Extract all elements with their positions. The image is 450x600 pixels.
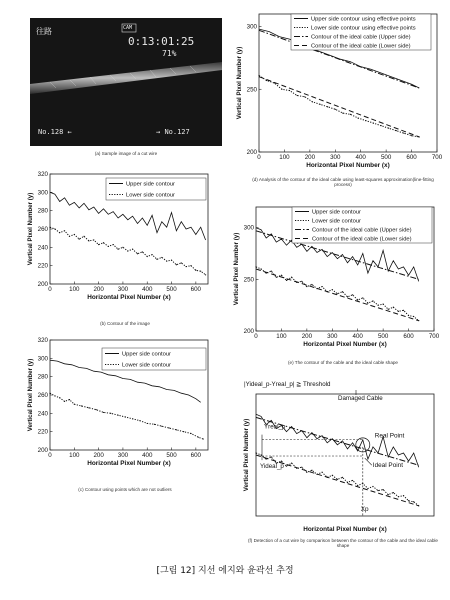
- series-point: [103, 242, 104, 243]
- chart-b: [14, 170, 214, 310]
- legend-label: Contour of the ideal cable (Upper side): [312, 227, 412, 234]
- x-axis-label: Horizontal Pixel Number (x): [87, 460, 171, 467]
- series-point: [64, 230, 65, 231]
- y-axis-label: Vertical Pixel Number (y): [27, 358, 34, 432]
- series-point: [362, 297, 363, 298]
- series-point: [380, 125, 381, 126]
- series-point: [195, 270, 196, 271]
- series-point: [69, 399, 70, 400]
- series-point: [332, 475, 333, 476]
- series-point: [327, 106, 328, 107]
- series-point: [281, 461, 282, 462]
- x-tick-label: 700: [428, 333, 440, 340]
- series-point: [373, 123, 374, 124]
- photo-label-tl: 往路: [36, 27, 52, 36]
- series-point: [342, 291, 343, 292]
- series-point: [49, 227, 50, 228]
- series-point: [286, 466, 287, 467]
- series-point: [74, 404, 75, 405]
- series-point: [181, 262, 182, 263]
- series-point: [388, 128, 389, 129]
- x-tick-label: 300: [327, 333, 338, 340]
- figure-title: [그림 12] 지선 에지와 윤곽선 추정: [156, 566, 294, 576]
- series-point: [347, 482, 348, 483]
- x-tick-label: 500: [166, 286, 177, 293]
- y-axis-label: Vertical Pixel Number (y): [233, 232, 240, 306]
- series-point: [352, 480, 353, 481]
- series-point: [413, 316, 414, 317]
- series-point: [289, 90, 290, 91]
- x-tick-label: 600: [190, 452, 202, 459]
- series-point: [398, 496, 399, 497]
- counter: 71%: [162, 49, 177, 58]
- series-point: [403, 133, 404, 134]
- y-tick-label: 300: [37, 355, 48, 363]
- x-tick-label: 0: [48, 452, 52, 459]
- series-point: [297, 95, 298, 96]
- y-tick-label: 260: [37, 392, 48, 399]
- series-point: [388, 494, 389, 495]
- series-point: [54, 228, 55, 229]
- series-point: [255, 452, 256, 453]
- series-point: [347, 296, 348, 297]
- x-tick-label: 0: [48, 286, 52, 293]
- series-point: [139, 420, 140, 421]
- series-point: [154, 424, 155, 425]
- y-ideal-label: Yideal_p: [260, 463, 284, 471]
- x-axis-label: Horizontal Pixel Number (x): [87, 294, 171, 301]
- x-tick-label: 300: [330, 154, 341, 161]
- series-point: [161, 257, 162, 258]
- x-tick-label: 200: [304, 154, 316, 161]
- series-point: [271, 456, 272, 457]
- series-point: [301, 281, 302, 282]
- series-point: [408, 500, 409, 501]
- series-point: [117, 415, 118, 416]
- series-point: [358, 118, 359, 119]
- series-point: [311, 284, 312, 285]
- y-tick-label: 320: [37, 337, 48, 344]
- series-point: [398, 311, 399, 312]
- x-tick-label: 600: [190, 286, 202, 293]
- series-point: [291, 463, 292, 464]
- series-point: [88, 407, 89, 408]
- y-tick-label: 200: [243, 328, 254, 335]
- series-point: [258, 75, 259, 76]
- plot-frame: [256, 394, 434, 516]
- left-marker: No.128 ←: [38, 128, 72, 136]
- series-point: [367, 488, 368, 489]
- x-tick-label: 600: [403, 333, 414, 340]
- caption-a: (a) Sample image of a cut wire: [94, 151, 158, 156]
- damaged-cable-label: Damaged Cable: [338, 395, 383, 402]
- series-point: [93, 239, 94, 240]
- caption-f: (f) Detection of a cut wire by comparison between the contour of the cable and the ideal cable shape: [248, 538, 438, 549]
- y-tick-label: 240: [37, 410, 48, 418]
- x-tick-label: 400: [355, 154, 366, 161]
- series-point: [205, 274, 206, 275]
- series-point: [200, 271, 201, 272]
- series-point: [304, 96, 305, 97]
- x-axis-label: Horizontal Pixel Number (x): [303, 341, 387, 348]
- series-point: [169, 427, 170, 428]
- series-point: [147, 256, 148, 257]
- y-tick-label: 320: [37, 171, 48, 178]
- y-tick-label: 280: [37, 207, 48, 215]
- legend-label: Upper side contour: [122, 351, 171, 358]
- series-point: [54, 395, 55, 396]
- x-tick-label: 100: [69, 286, 80, 293]
- y-tick-label: 200: [37, 281, 48, 288]
- series-point: [176, 429, 177, 430]
- series-point: [69, 236, 70, 237]
- series-point: [342, 477, 343, 478]
- series-point: [311, 470, 312, 471]
- x-tick-label: 100: [69, 452, 80, 459]
- series-point: [260, 268, 261, 269]
- chart-e: [228, 203, 442, 353]
- series-point: [312, 101, 313, 102]
- x-tick-label: 500: [380, 154, 392, 161]
- x-axis-label: Horizontal Pixel Number (x): [303, 526, 387, 533]
- x-tick-label: 400: [142, 452, 153, 459]
- series-point: [276, 277, 277, 278]
- cam-badge: CAM: [123, 25, 133, 31]
- caption-c: (c) Contour using points which are not outliers: [78, 487, 172, 492]
- legend-label: Contour of the ideal cable (Lower side): [311, 43, 411, 50]
- series-point: [190, 265, 191, 266]
- x-tick-label: 500: [166, 452, 177, 459]
- threshold-annotation: |Yideal_p-Yreal_p| ≧ Threshold: [244, 381, 331, 388]
- x-tick-label: 700: [431, 154, 443, 161]
- y-tick-label: 300: [243, 224, 254, 232]
- series-point: [332, 289, 333, 290]
- series-point: [322, 286, 323, 287]
- series-point: [117, 249, 118, 250]
- series-point: [260, 454, 261, 455]
- x-tick-label: 200: [93, 452, 104, 459]
- series-point: [281, 275, 282, 276]
- x-tick-label: 500: [377, 333, 389, 340]
- y-tick-label: 300: [246, 23, 257, 31]
- y-tick-label: 200: [246, 149, 257, 156]
- legend-label: Upper side contour using effective points: [311, 16, 416, 23]
- series-point: [306, 472, 307, 473]
- series-point: [96, 409, 97, 410]
- series-point: [377, 305, 378, 306]
- series-point: [103, 412, 104, 413]
- series-point: [335, 109, 336, 110]
- series-point: [88, 240, 89, 241]
- series-point: [203, 438, 204, 439]
- series-point: [98, 244, 99, 245]
- y-tick-label: 280: [37, 373, 48, 381]
- y-tick-label: 200: [37, 447, 48, 454]
- series-point: [171, 260, 172, 261]
- xp-label: Xp: [360, 506, 369, 513]
- caption-b: (b) Contour of the image: [100, 321, 150, 326]
- series-point: [127, 250, 128, 251]
- series-point: [161, 426, 162, 427]
- series-point: [350, 114, 351, 115]
- x-axis-label: Horizontal Pixel Number (x): [306, 162, 390, 169]
- x-tick-label: 300: [117, 452, 129, 459]
- series-point: [113, 244, 114, 245]
- x-tick-label: 100: [279, 154, 290, 161]
- series-point: [322, 472, 323, 473]
- right-marker: → No.127: [156, 128, 190, 136]
- series-point: [108, 246, 109, 247]
- ideal-point-label: Ideal Point: [372, 462, 404, 470]
- series-point: [357, 299, 358, 300]
- legend-label: Lower side contour: [126, 192, 175, 199]
- series-point: [403, 310, 404, 311]
- series-point: [372, 300, 373, 301]
- y-tick-label: 300: [37, 189, 48, 197]
- cut-wire-photo: [30, 18, 222, 146]
- x-tick-label: 300: [117, 286, 129, 293]
- series-point: [408, 315, 409, 316]
- x-tick-label: 200: [301, 333, 313, 340]
- series-point: [166, 260, 167, 261]
- series-point: [79, 238, 80, 239]
- y-tick-label: 250: [243, 276, 254, 284]
- series-point: [59, 232, 60, 233]
- series-point: [49, 393, 50, 394]
- chart-f: [228, 374, 442, 534]
- legend-label: Lower side contour using effective points: [311, 25, 416, 32]
- x-tick-label: 0: [257, 154, 261, 161]
- series-point: [83, 236, 84, 237]
- timecode: 0:13:01:25: [128, 35, 195, 48]
- series-point: [186, 266, 187, 267]
- x-tick-label: 400: [142, 286, 153, 293]
- series-point: [393, 492, 394, 493]
- y-axis-label: Vertical Pixel Number (y): [243, 418, 250, 492]
- y-tick-label: 220: [37, 428, 48, 436]
- chart-c: [14, 336, 214, 476]
- series-point: [352, 294, 353, 295]
- y-tick-label: 220: [37, 262, 48, 270]
- series-point: [190, 433, 191, 434]
- y-axis-label: Vertical Pixel Number (y): [236, 46, 243, 120]
- caption-e: (e) The contour of the cable and the ideal cable shape: [288, 360, 398, 365]
- series-point: [383, 304, 384, 305]
- series-point: [132, 249, 133, 250]
- y-tick-label: 250: [246, 86, 257, 94]
- series-point: [142, 251, 143, 252]
- series-point: [291, 277, 292, 278]
- x-tick-label: 0: [254, 333, 258, 340]
- y-tick-label: 240: [37, 244, 48, 252]
- y-axis-label: Vertical Pixel Number (y): [27, 192, 34, 266]
- series-point: [383, 489, 384, 490]
- series-point: [403, 495, 404, 496]
- legend-label: Contour of the ideal cable (Lower side): [312, 236, 412, 243]
- series-point: [411, 135, 412, 136]
- x-tick-label: 400: [352, 333, 363, 340]
- real-point-label: Real Point: [374, 432, 405, 440]
- y-real-label: Yreal_p: [264, 423, 286, 431]
- y-tick-label: 260: [37, 226, 48, 233]
- series-point: [137, 253, 138, 254]
- series-point: [281, 89, 282, 90]
- series-point: [198, 437, 199, 438]
- series-point: [365, 120, 366, 121]
- series-point: [125, 416, 126, 417]
- series-point: [319, 104, 320, 105]
- series-point: [81, 405, 82, 406]
- series-point: [64, 401, 65, 402]
- series-point: [367, 303, 368, 304]
- x-tick-label: 600: [406, 154, 417, 161]
- series-point: [396, 130, 397, 131]
- series-point: [286, 280, 287, 281]
- chart-d: [231, 8, 445, 172]
- legend-label: Lower side contour: [312, 218, 361, 225]
- series-point: [156, 259, 157, 260]
- series-point: [413, 501, 414, 502]
- series-point: [306, 286, 307, 287]
- series-point: [122, 247, 123, 248]
- series-point: [74, 234, 75, 235]
- series-point: [110, 413, 111, 414]
- legend-label: Upper side contour: [312, 209, 361, 216]
- series-point: [271, 270, 272, 271]
- series-point: [59, 397, 60, 398]
- series-point: [357, 485, 358, 486]
- legend-label: Upper side contour: [126, 181, 175, 188]
- series-point: [393, 307, 394, 308]
- series-point: [151, 254, 152, 255]
- series-point: [147, 423, 148, 424]
- series-point: [132, 418, 133, 419]
- series-point: [377, 490, 378, 491]
- legend-label: Contour of the ideal cable (Upper side): [311, 34, 411, 41]
- caption-d: (d) Analysis of the contour of the ideal cable using least-squares approximation(line-fitting process): [252, 177, 434, 188]
- x-tick-label: 100: [276, 333, 287, 340]
- series-point: [388, 309, 389, 310]
- series-point: [176, 264, 177, 265]
- legend-label: Lower side contour: [122, 362, 171, 369]
- series-point: [301, 467, 302, 468]
- series-point: [372, 486, 373, 487]
- series-point: [183, 431, 184, 432]
- x-tick-label: 200: [93, 286, 104, 293]
- series-point: [342, 113, 343, 114]
- series-point: [255, 266, 256, 267]
